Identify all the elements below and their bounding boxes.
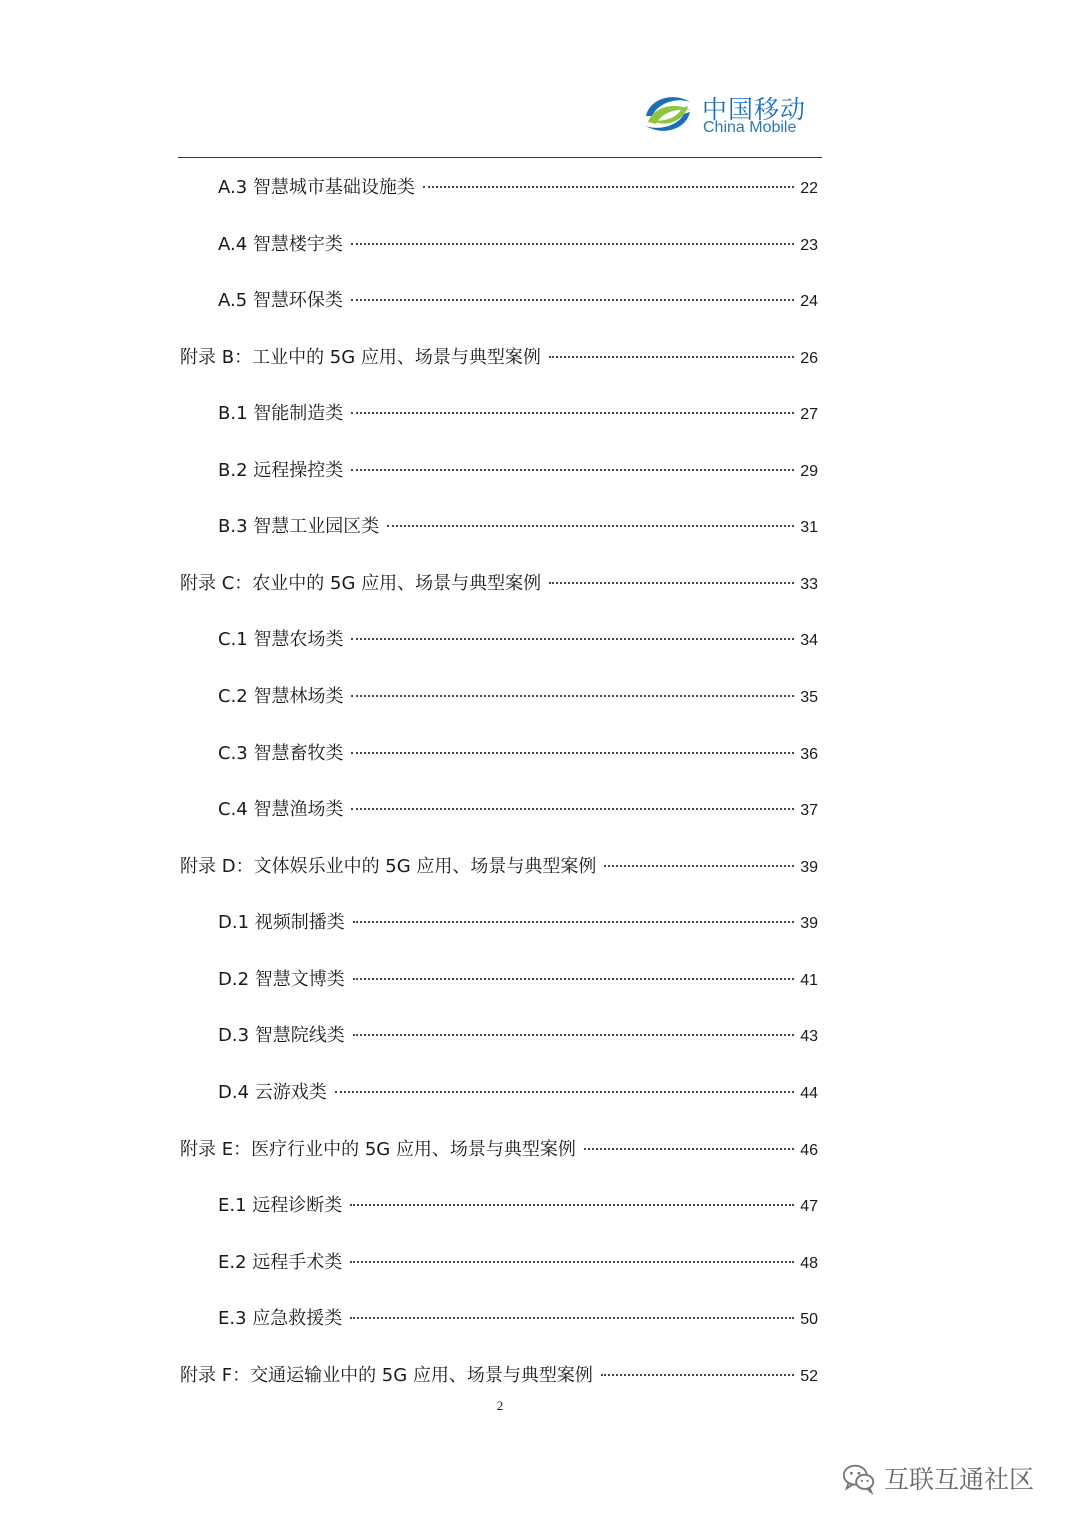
toc-leader-dots [353, 978, 794, 980]
toc-entry-title: 附录 C：农业中的 5G 应用、场景与典型案例 [180, 573, 542, 594]
logo-text-en: China Mobile [703, 119, 797, 136]
toc-entry[interactable] [218, 287, 818, 315]
toc-entry-page: 34 [800, 632, 818, 649]
toc-entry-page: 29 [800, 463, 818, 480]
toc-leader-dots [351, 299, 794, 301]
toc-entry-title: E.1 远程诊断类 [218, 1195, 343, 1216]
toc-entry[interactable] [218, 513, 818, 541]
toc-leader-dots [351, 752, 794, 754]
toc-entry-page: 46 [800, 1142, 818, 1159]
toc-entry[interactable] [218, 740, 818, 768]
toc-entry-page: 26 [800, 350, 818, 367]
toc-leader-dots [351, 638, 794, 640]
toc-leader-dots [584, 1148, 794, 1150]
toc-entry-title: D.3 智慧院线类 [218, 1025, 345, 1046]
toc-leader-dots [351, 808, 794, 810]
toc-entry-page: 27 [800, 406, 818, 423]
toc-entry-title: B.3 智慧工业园区类 [218, 516, 380, 537]
toc-entry-page: 52 [800, 1368, 818, 1385]
toc-entry-page: 47 [800, 1198, 818, 1215]
toc-entry-page: 24 [800, 293, 818, 310]
toc-entry[interactable] [218, 1022, 818, 1050]
toc-entry[interactable] [180, 1362, 818, 1390]
toc-entry-title: D.1 视频制播类 [218, 912, 345, 933]
toc-entry-page: 48 [800, 1255, 818, 1272]
toc-leader-dots [350, 1261, 794, 1263]
toc-entry-title: 附录 F：交通运输业中的 5G 应用、场景与典型案例 [180, 1365, 593, 1386]
toc-entry-page: 31 [800, 519, 818, 536]
toc-entry[interactable] [180, 1136, 818, 1164]
toc-entry-page: 22 [800, 180, 818, 197]
toc-entry-page: 44 [800, 1085, 818, 1102]
toc-leader-dots [353, 921, 794, 923]
toc-entry[interactable] [218, 796, 818, 824]
toc-entry-title: B.2 远程操控类 [218, 460, 344, 481]
toc-entry[interactable] [218, 683, 818, 711]
toc-entry[interactable] [218, 1079, 818, 1107]
toc-entry-title: 附录 B：工业中的 5G 应用、场景与典型案例 [180, 347, 541, 368]
toc-entry-page: 23 [800, 237, 818, 254]
toc-leader-dots [423, 186, 794, 188]
toc-entry[interactable] [180, 853, 818, 881]
header-divider [178, 157, 822, 158]
page-number: 2 [496, 1398, 504, 1413]
toc-leader-dots [351, 695, 794, 697]
wechat-icon [840, 1459, 878, 1497]
toc-entry-title: C.2 智慧林场类 [218, 686, 344, 707]
toc-leader-dots [351, 412, 794, 414]
toc-entry-page: 39 [800, 859, 818, 876]
toc-entry-title: B.1 智能制造类 [218, 403, 344, 424]
watermark-text: 互联互通社区 [884, 1465, 1035, 1494]
toc-entry[interactable] [218, 400, 818, 428]
toc-entry[interactable] [218, 1192, 818, 1220]
toc-leader-dots [601, 1374, 794, 1376]
toc-leader-dots [353, 1034, 794, 1036]
toc-leader-dots [549, 356, 794, 358]
toc-entry-title: A.3 智慧城市基础设施类 [218, 177, 415, 198]
toc-entry[interactable] [180, 344, 818, 372]
toc-entry-page: 39 [800, 915, 818, 932]
toc-leader-dots [387, 525, 794, 527]
toc-entry-title: 附录 D：文体娱乐业中的 5G 应用、场景与典型案例 [180, 856, 597, 877]
toc-entry-title: A.5 智慧环保类 [218, 290, 343, 311]
toc-leader-dots [549, 582, 794, 584]
toc-leader-dots [350, 1317, 794, 1319]
toc-leader-dots [351, 243, 794, 245]
toc-entry-title: 附录 E：医疗行业中的 5G 应用、场景与典型案例 [180, 1139, 576, 1160]
toc-entry-title: C.4 智慧渔场类 [218, 799, 344, 820]
toc-entry-page: 50 [800, 1311, 818, 1328]
toc-entry[interactable] [218, 626, 818, 654]
toc-entry-title: D.4 云游戏类 [218, 1082, 327, 1103]
toc-leader-dots [351, 469, 794, 471]
logo-text-cn: 中国移动 [702, 95, 807, 124]
toc-entry-title: E.2 远程手术类 [218, 1252, 343, 1273]
toc-entry[interactable] [218, 1249, 818, 1277]
toc-entry-title: E.3 应急救援类 [218, 1308, 343, 1329]
china-mobile-logo [640, 86, 810, 146]
china-mobile-logo-icon [640, 86, 696, 142]
toc-leader-dots [604, 865, 794, 867]
toc-entry-page: 33 [800, 576, 818, 593]
toc-entry-page: 41 [800, 972, 818, 989]
toc-entry-page: 43 [800, 1028, 818, 1045]
toc-entry[interactable] [218, 231, 818, 259]
toc-leader-dots [335, 1091, 794, 1093]
toc-entry[interactable] [218, 457, 818, 485]
toc-entry-title: A.4 智慧楼宇类 [218, 234, 343, 255]
toc-entry[interactable] [218, 1305, 818, 1333]
toc-leader-dots [350, 1204, 794, 1206]
page-header [0, 0, 1080, 160]
toc-entry[interactable] [218, 909, 818, 937]
toc-entry[interactable] [218, 966, 818, 994]
toc-entry[interactable] [180, 570, 818, 598]
toc-entry-page: 36 [800, 746, 818, 763]
toc-entry-page: 37 [800, 802, 818, 819]
toc-entry-title: C.1 智慧农场类 [218, 629, 344, 650]
toc-entry[interactable] [218, 174, 818, 202]
toc-entry-page: 35 [800, 689, 818, 706]
watermark [840, 1458, 1034, 1498]
toc-entry-title: D.2 智慧文博类 [218, 969, 345, 990]
toc-entry-title: C.3 智慧畜牧类 [218, 743, 344, 764]
